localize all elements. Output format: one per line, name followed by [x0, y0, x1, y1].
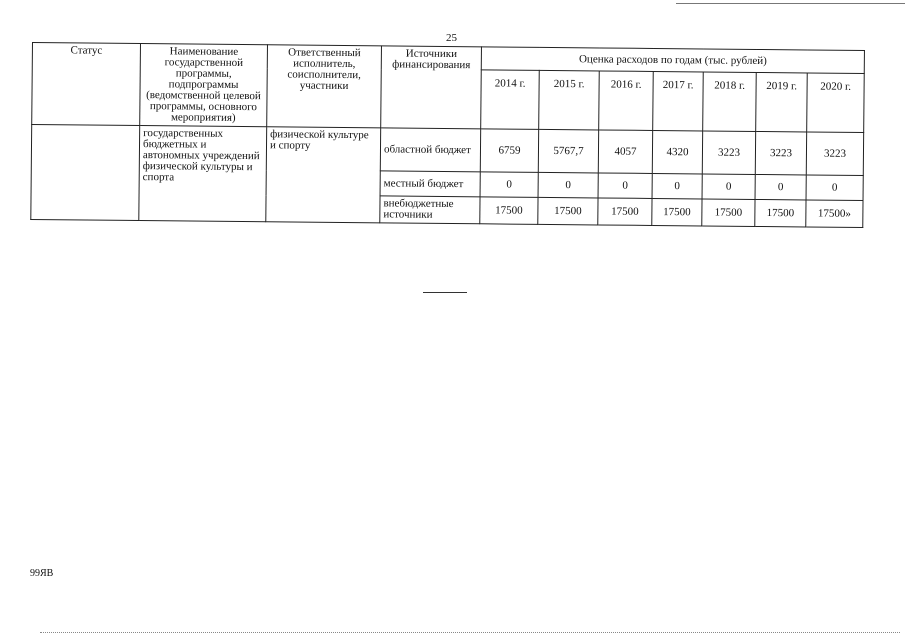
value-cell: 0 [806, 175, 863, 201]
value-cell: 0 [652, 173, 702, 198]
header-year-2020: 2020 г. [807, 73, 865, 132]
value-cell: 0 [702, 174, 755, 200]
scan-edge-bottom [40, 632, 900, 633]
header-year-2017: 2017 г. [653, 72, 704, 131]
source-cell: местный бюджет [380, 171, 480, 197]
header-year-2018: 2018 г. [703, 72, 757, 131]
value-cell: 17500 [702, 199, 755, 227]
value-cell: 3223 [702, 131, 755, 175]
value-cell: 0 [538, 172, 598, 198]
document-code: 99ЯВ [30, 568, 54, 579]
header-executor: Ответственный исполнитель, соисполнители, участники [267, 45, 382, 128]
value-cell: 0 [598, 173, 652, 199]
header-year-2016: 2016 г. [599, 71, 654, 130]
header-year-2019: 2019 г. [756, 73, 808, 132]
header-expenses-by-year: Оценка расходов по годам (тыс. рублей) [481, 47, 864, 74]
value-cell: 4320 [652, 130, 702, 173]
executor-cell: физической культуре и спорту [266, 127, 381, 223]
separator-line [423, 292, 467, 293]
value-cell: 17500 [538, 197, 598, 225]
expenses-table [30, 42, 865, 228]
header-funding-sources: Источники финансирования [381, 46, 482, 129]
value-cell: 3223 [806, 132, 864, 176]
source-cell: внебюджетные источники [380, 196, 480, 224]
value-cell: 3223 [755, 131, 806, 174]
value-cell: 5767,7 [538, 129, 598, 173]
table-row-regional-budget [31, 125, 863, 176]
program-name-cell: государственных бюджетных и автономных учреждений физической культуры и спорта [139, 126, 267, 222]
header-year-2015: 2015 г. [539, 70, 600, 129]
scan-edge-top [676, 3, 905, 4]
value-cell: 6759 [480, 129, 538, 173]
status-cell [31, 125, 140, 221]
value-cell: 17500» [806, 200, 863, 228]
header-program-name: Наименование государственной программы, подпрограммы (ведомственной целевой программы, основного мероприятия) [140, 44, 268, 127]
header-year-2014: 2014 г. [481, 70, 540, 129]
value-cell: 17500 [598, 198, 652, 226]
value-cell: 17500 [652, 198, 702, 225]
value-cell: 0 [755, 174, 806, 199]
value-cell: 4057 [598, 130, 652, 174]
value-cell: 17500 [755, 199, 806, 226]
expenses-table-wrapper [30, 42, 864, 228]
value-cell: 17500 [480, 197, 538, 225]
source-cell: областной бюджет [380, 128, 480, 172]
header-status: Статус [32, 43, 141, 126]
page-number: 25 [446, 32, 457, 44]
value-cell: 0 [480, 172, 538, 198]
